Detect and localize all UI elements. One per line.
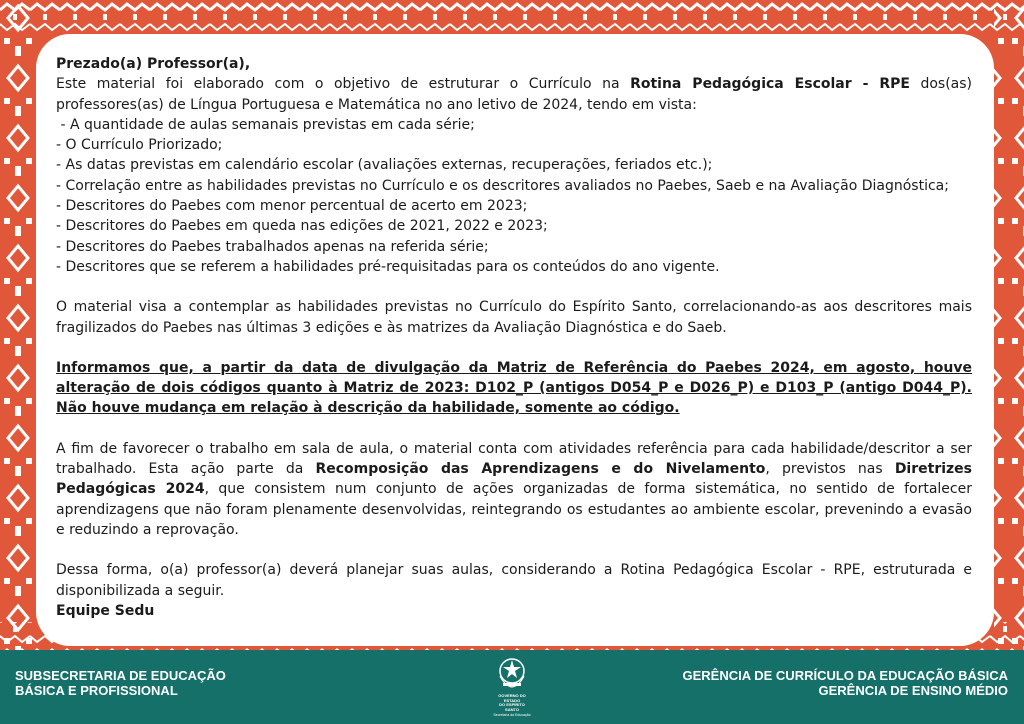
footer-left-heading	[15, 668, 226, 698]
footer-right-line2: GERÊNCIA DE ENSINO MÉDIO	[818, 683, 1008, 698]
list-item: - As datas previstas em calendário escolar (avaliações externas, recuperações, feriados etc.);	[56, 157, 713, 174]
footer-right-heading	[683, 668, 1009, 698]
seal-caption-line1: GOVERNO DO ESTADO	[498, 693, 526, 703]
coat-of-arms-icon	[497, 656, 527, 690]
list-item: - Descritores do Paebes com menor percentual de acerto em 2023;	[56, 198, 528, 215]
p4-bold-recomposition: Recomposição das Aprendizagens e do Nivelamento	[315, 461, 766, 478]
seal-caption-line2: DO ESPÍRITO SANTO	[499, 702, 525, 712]
footer-left-line1: SUBSECRETARIA DE EDUCAÇÃO	[15, 668, 226, 683]
paragraph-curriculum: O material visa a contemplar as habilidades previstas no Currículo do Espírito Santo, correlacionando-as aos descritores mais fragilizados do Paebes nas últimas 3 edições e às matrizes da Avaliação Diagnóstica e do Saeb.	[56, 299, 972, 336]
p4-text-b: , previstos nas	[765, 461, 895, 478]
closing-paragraph: Dessa forma, o(a) professor(a) deverá planejar suas aulas, considerando a Rotina Pedagógica Escolar - RPE, estruturada e disponibilizada a seguir.	[56, 562, 972, 599]
list-item: - Descritores do Paebes em queda nas edições de 2021, 2022 e 2023;	[56, 218, 548, 235]
intro-text-bold: Rotina Pedagógica Escolar - RPE	[630, 76, 910, 93]
seal-caption-line3: Secretaria da Educação	[493, 713, 531, 717]
notice-paragraph: Informamos que, a partir da data de divulgação da Matriz de Referência do Paebes 2024, em agosto, houve alteração de dois códigos quanto à Matriz de 2023: D102_P (antigos D054_P e D026_P) e D103_P (antigo D044_P). Não houve mudança em relação à descrição da habilidade, somente ao código.	[56, 359, 972, 417]
list-item: - Correlação entre as habilidades previstas no Currículo e os descritores avaliados no Paebes, Saeb e na Avaliação Diagnóstica;	[56, 177, 949, 194]
greeting: Prezado(a) Professor(a),	[56, 56, 251, 72]
state-seal	[492, 656, 532, 720]
letter-card	[36, 34, 994, 646]
list-item: - Descritores do Paebes trabalhados apenas na referida série;	[56, 238, 489, 255]
intro-text-start: Este material foi elaborado com o objetivo de estruturar o Currículo na	[56, 76, 631, 93]
intro-text-end: dos(as) professores(as) de Língua Portuguesa e Matemática no ano letivo de 2024, tendo em vista:	[56, 76, 972, 113]
list-item: - A quantidade de aulas semanais previstas em cada série;	[56, 116, 475, 133]
intro-paragraph	[56, 74, 972, 115]
footer-right-line1: GERÊNCIA DE CURRÍCULO DA EDUCAÇÃO BÁSICA	[682, 668, 1008, 683]
p4-text-c: , que consistem num conjunto de ações organizadas de forma sistemática, no sentido de fortalecer aprendizagens que não foram plenamente desenvolvidas, reintegrando os estudantes ao ambiente escolar, prevenindo a evasão e reduzindo a reprovação.	[56, 481, 972, 538]
p4-bold-guidelines: Diretrizes Pedagógicas 2024	[56, 461, 973, 498]
list-item: - O Currículo Priorizado;	[56, 137, 223, 154]
footer-left-line2: BÁSICA E PROFISSIONAL	[15, 683, 178, 698]
signature: Equipe Sedu	[56, 602, 155, 619]
paragraph-recomposition	[56, 439, 972, 540]
list-item: - Descritores que se referem a habilidades pré-requisitadas para os conteúdos do ano vigente.	[56, 258, 720, 275]
footer-bar	[0, 650, 1024, 724]
p4-text-a: A fim de favorecer o trabalho em sala de aula, o material conta com atividades referência para cada habilidade/descritor a ser trabalhado. Esta ação parte da	[56, 440, 972, 478]
